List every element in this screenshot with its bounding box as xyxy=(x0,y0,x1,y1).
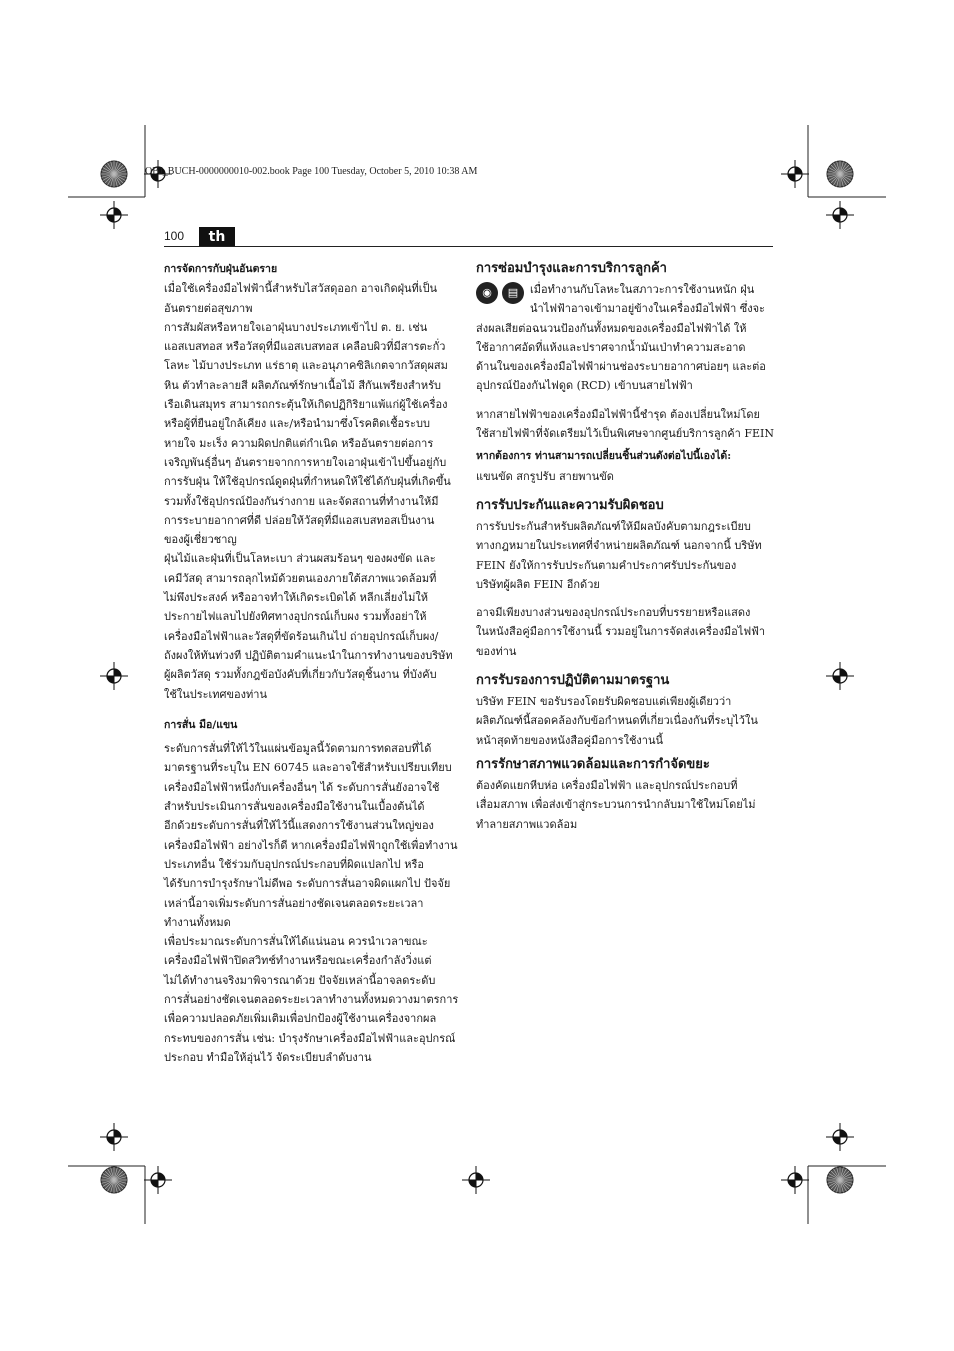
vibration-text-line: ระดับการสั่นที่ให้ไว้ในแผ่นข้อมูลนี้วัดตามการทดสอบที่ได้ xyxy=(164,742,432,756)
dust-text-line: ผู้ผลิตวัสดุ รวมทั้งกฎข้อบังคับที่เกี่ยวกับวัสดุชิ้นงาน ที่บังคับ xyxy=(164,668,437,682)
header-rule xyxy=(164,246,773,247)
starburst-mark-icon xyxy=(101,161,127,187)
dust-text-line: ถังผงให้ทันท่วงที ปฏิบัติตามคำแนะนำในการทำงานของบริษัท xyxy=(164,648,453,662)
environment-text-line: ต้องคัดแยกหีบห่อ เครื่องมือไฟฟ้า และอุปกรณ์ประกอบที่ xyxy=(476,778,738,792)
vibration-text-line: ทำงานทั้งหมด xyxy=(164,915,231,929)
vibration-text-line: การสั่นอย่างชัดเจนตลอดระยะเวลาทำงานทั้งหมดวางมาตรการ xyxy=(164,992,459,1006)
crosshair-target-icon xyxy=(826,1123,854,1151)
dust-text-line: เจริญพันธุ์อื่นๆ อันตรายจากการหายใจเอาฝุ่นเข้าไปขึ้นอยู่กับ xyxy=(164,455,447,469)
maintenance-icon-row xyxy=(476,280,774,319)
maintenance-text-line: นำไฟฟ้าอาจเข้ามาอยู่ข้างในเครื่องมือไฟฟ้า ซึ่งจะ xyxy=(530,302,765,316)
right-column xyxy=(476,258,774,834)
dust-text-line: รวมทั้งใช้อุปกรณ์ป้องกันร่างกาย และจัดสถานที่ทำงานให้มี xyxy=(164,494,439,508)
conformity-text-line: ผลิตภัณฑ์นี้สอดคล้องกับข้อกำหนดที่เกี่ยวเนื่องกันที่ระบุไว้ใน xyxy=(476,714,758,728)
dust-text-line: หรือผู้ที่ยืนอยู่ใกล้เคียง และ/หรือนำมาซึ่งโรคติดเชื้อระบบ xyxy=(164,417,430,431)
dust-text-line: โลหะ ไม้บางประเภท แร่ธาตุ และอนุภาคซิลิเกตจากวัสดุผสม xyxy=(164,359,448,373)
vibration-text-line: ได้รับการบำรุงรักษาไม่ดีพอ ระดับการสั่นอาจผิดแผกไป ปัจจัย xyxy=(164,877,451,891)
warranty-text-line: ของท่าน xyxy=(476,644,517,658)
book-header-line: OBJ_BUCH-0000000010-002.book Page 100 Tuesday, October 5, 2010 10:38 AM xyxy=(145,166,478,177)
dust-heading: การจัดการกับฝุ่นอันตราย xyxy=(164,263,278,275)
warranty-accessories-text xyxy=(476,603,774,661)
dust-text-line: เคมีวัสดุ สามารถลุกไหม้ด้วยตนเองภายใต้สภาพแวดล้อมที่ xyxy=(164,571,437,585)
maintenance-heading: การซ่อมบำรุงและการบริการลูกค้า xyxy=(476,261,667,276)
crosshair-target-icon xyxy=(100,662,128,690)
crosshair-target-icon xyxy=(100,201,128,229)
spare-parts-list: แขนขัด สกรูปรับ สายพานขัด xyxy=(476,469,614,483)
maintenance-text-line: ด้านในของเครื่องมือไฟฟ้าผ่านช่องระบายอากาศบ่อยๆ และต่อ xyxy=(476,360,766,374)
vibration-body xyxy=(164,739,460,1067)
warranty-text-line: บริษัทผู้ผลิต FEIN อีกด้วย xyxy=(476,577,600,591)
warranty-text-line: ทางกฎหมายในประเทศที่จำหน่ายผลิตภัณฑ์ นอกจากนี้ บริษัท xyxy=(476,539,762,553)
environment-body xyxy=(476,776,774,834)
crosshair-target-icon xyxy=(144,1166,172,1194)
vibration-text-line: ไม่ได้ทำงานจริงมาพิจารณาด้วย ปัจจัยเหล่านี้อาจลดระดับ xyxy=(164,973,436,987)
crosshair-target-icon xyxy=(781,160,809,188)
dust-text-line: เครื่องมือไฟฟ้าและวัสดุที่ขัดร้อนเกินไป ถ่ายอุปกรณ์เก็บผง/ xyxy=(164,629,439,643)
maintenance-text-line: อุปกรณ์ป้องกันไฟดูด (RCD) เข้าบนสายไฟฟ้า xyxy=(476,379,693,393)
dust-text-line: อันตรายต่อสุขภาพ xyxy=(164,301,253,315)
warranty-body xyxy=(476,517,774,594)
dust-body xyxy=(164,279,460,704)
conformity-heading: การรับรองการปฏิบัติตามมาตรฐาน xyxy=(476,673,670,689)
vibration-text-line: กระทบของการสั่น เช่น: บำรุงรักษาเครื่องมือไฟฟ้าและอุปกรณ์ xyxy=(164,1031,456,1045)
vibration-text-line: เพื่อประมาณระดับการสั่นให้ได้แน่นอน ควรนำเวลาขณะ xyxy=(164,935,428,949)
warranty-text-line: การรับประกันสำหรับผลิตภัณฑ์ให้มีผลบังคับตามกฎระเบียบ xyxy=(476,519,751,533)
starburst-mark-icon xyxy=(827,1167,853,1193)
maintenance-text-line: เมื่อทำงานกับโลหะในสภาวะการใช้งานหนัก ฝุ่น xyxy=(530,283,755,296)
vibration-text-line: เครื่องมือไฟฟ้าหนึ่งกับเครื่องอื่นๆ ได้ ระดับการสั่นยังอาจใช้ xyxy=(164,780,440,794)
dust-text-line: เมื่อใช้เครื่องมือไฟฟ้านี้สำหรับไสวัสดุออก อาจเกิดฝุ่นที่เป็น xyxy=(164,282,438,296)
warranty-text-line: ในหนังสือคู่มือการใช้งานนี้ รวมอยู่ในการจัดส่งเครื่องมือไฟฟ้า xyxy=(476,625,766,639)
maintenance-text-line: ใช้อากาศอัดที่แห้งและปราศจากน้ำมันเป่าทำความสะอาด xyxy=(476,340,746,354)
page-number: 100 xyxy=(164,229,185,243)
maintenance-text-line: ส่งผลเสียต่อฉนวนป้องกันทั้งหมดของเครื่องมือไฟฟ้าได้ ให้ xyxy=(476,321,747,335)
vibration-text-line: เพื่อความปลอดภัยเพิ่มเติมเพื่อปกป้องผู้ใช้งานเครื่องจากผล xyxy=(164,1012,437,1026)
vibration-text-line: ประเภทอื่น ใช้ร่วมกับอุปกรณ์ประกอบที่ผิดแปลกไป หรือ xyxy=(164,857,424,871)
dust-text-line: ไม่พึงประสงค์ หรืออาจทำให้เกิดระเบิดได้ หลีกเลี่ยงไม่ให้ xyxy=(164,591,428,605)
vibration-text-line: เครื่องมือไฟฟ้า อย่างไรก็ดี หากเครื่องมือไฟฟ้าถูกใช้เพื่อทำงาน xyxy=(164,838,458,852)
warranty-text-line: อาจมีเพียงบางส่วนของอุปกรณ์ประกอบที่บรรยายหรือแสดง xyxy=(476,606,751,620)
conformity-text-line: หน้าสุดท้ายของหนังสือคู่มือการใช้งานนี้ xyxy=(476,733,664,747)
cable-text-line: หากสายไฟฟ้าของเครื่องมือไฟฟ้านี้ชำรุด ต้องเปลี่ยนใหม่โดย xyxy=(476,407,761,421)
crosshair-target-icon xyxy=(826,201,854,229)
dust-text-line: การสัมผัสหรือหายใจเอาฝุ่นบางประเภทเข้าไป ต. ย. เช่น xyxy=(164,320,428,334)
dust-text-line: ประกายไฟแลบไปยังทิศทางอุปกรณ์เก็บผง รวมทั้งอย่าให้ xyxy=(164,610,427,624)
left-column xyxy=(164,260,460,1067)
dust-text-line: การระบายอากาศที่ดี ปล่อยให้วัสดุที่มีแอสเบสทอสเป็นงาน xyxy=(164,513,435,527)
safety-icons xyxy=(476,280,524,304)
manual-icon: ▤ xyxy=(502,282,524,304)
environment-heading: การรักษาสภาพแวดล้อมและการกำจัดขยะ xyxy=(476,756,710,772)
vibration-text-line: อีกด้วยระดับการสั่นที่ให้ไว้นี้แสดงการใช้งานส่วนใหญ่ของ xyxy=(164,819,434,833)
warranty-heading: การรับประกันและความรับผิดชอบ xyxy=(476,497,664,513)
vibration-heading: การสั่น มือ/แขน xyxy=(164,718,238,731)
cable-replacement-text xyxy=(476,405,774,444)
dust-text-line: การรับฝุ่น ให้ใช้อุปกรณ์ดูดฝุ่นที่กำหนดให้ใช้ได้กับฝุ่นที่เกิดขึ้น xyxy=(164,475,451,489)
starburst-mark-icon xyxy=(101,1167,127,1193)
crosshair-target-icon xyxy=(462,1166,490,1194)
environment-text-line: ทำลายสภาพแวดล้อม xyxy=(476,817,578,831)
dust-text-line: หิน ตัวทำละลายสี ผลิตภัณฑ์รักษาเนื้อไม้ สีกันเพรียงสำหรับ xyxy=(164,378,441,392)
dust-text-line: เรือเดินสมุทร สามารถกระตุ้นให้เกิดปฏิกิริยาแพ้แก่ผู้ใช้เครื่อง xyxy=(164,398,448,412)
vibration-text-line: ประกอบ ทำมือให้อุ่นไว้ จัดระเบียบลำดับงาน xyxy=(164,1050,372,1064)
vibration-text-line: เครื่องมือไฟฟ้าปิดสวิทช์ทำงานหรือขณะเครื่องกำลังวิ่งแต่ xyxy=(164,954,432,968)
starburst-mark-icon xyxy=(827,161,853,187)
vibration-text-line: สำหรับประเมินการสั่นของเครื่องมือใช้งานในเบื้องต้นได้ xyxy=(164,800,425,814)
cable-text-line: ใช้สายไฟฟ้าที่จัดเตรียมไว้เป็นพิเศษจากศูนย์บริการลูกค้า FEIN xyxy=(476,427,774,441)
crosshair-target-icon xyxy=(781,1166,809,1194)
dust-text-line: ของผู้เชี่ยวชาญ xyxy=(164,533,237,547)
warranty-text-line: FEIN ยังให้การรับประกันตามคำประกาศรับประกันของ xyxy=(476,558,737,572)
crosshair-target-icon xyxy=(100,1123,128,1151)
vibration-text-line: เหล่านี้อาจเพิ่มระดับการสั่นอย่างชัดเจนตลอดระยะเวลา xyxy=(164,896,424,910)
maintenance-body xyxy=(476,319,774,396)
vibration-text-line: มาตรฐานที่ระบุใน EN 60745 และอาจใช้สำหรับเปรียบเทียบ xyxy=(164,761,452,775)
goggles-icon: ◉ xyxy=(476,282,498,304)
maintenance-intro xyxy=(530,280,765,319)
dust-text-line: ใช้ในประเทศของท่าน xyxy=(164,687,267,701)
dust-text-line: ฝุ่นไม้และฝุ่นที่เป็นโลหะเบา ส่วนผสมร้อนๆ ของผงขัด และ xyxy=(164,552,436,566)
dust-text-line: แอสเบสทอส หรือวัสดุที่มีแอสเบสทอส เคลือบผิวที่มีสารตะกั่ว xyxy=(164,340,446,354)
conformity-body xyxy=(476,692,774,750)
dust-text-line: หายใจ มะเร็ง ความผิดปกติแต่กำเนิด หรืออันตรายต่อการ xyxy=(164,436,434,450)
spare-parts-heading: หากต้องการ ท่านสามารถเปลี่ยนชิ้นส่วนดังต่อไปนี้เองได้: xyxy=(476,450,732,463)
crosshair-target-icon xyxy=(826,662,854,690)
language-tab: th xyxy=(199,227,235,246)
environment-text-line: เสื่อมสภาพ เพื่อส่งเข้าสู่กระบวนการนำกลับมาใช้ใหม่โดยไม่ xyxy=(476,798,756,812)
conformity-text-line: บริษัท FEIN ขอรับรองโดยรับผิดชอบแต่เพียงผู้เดียวว่า xyxy=(476,695,732,709)
